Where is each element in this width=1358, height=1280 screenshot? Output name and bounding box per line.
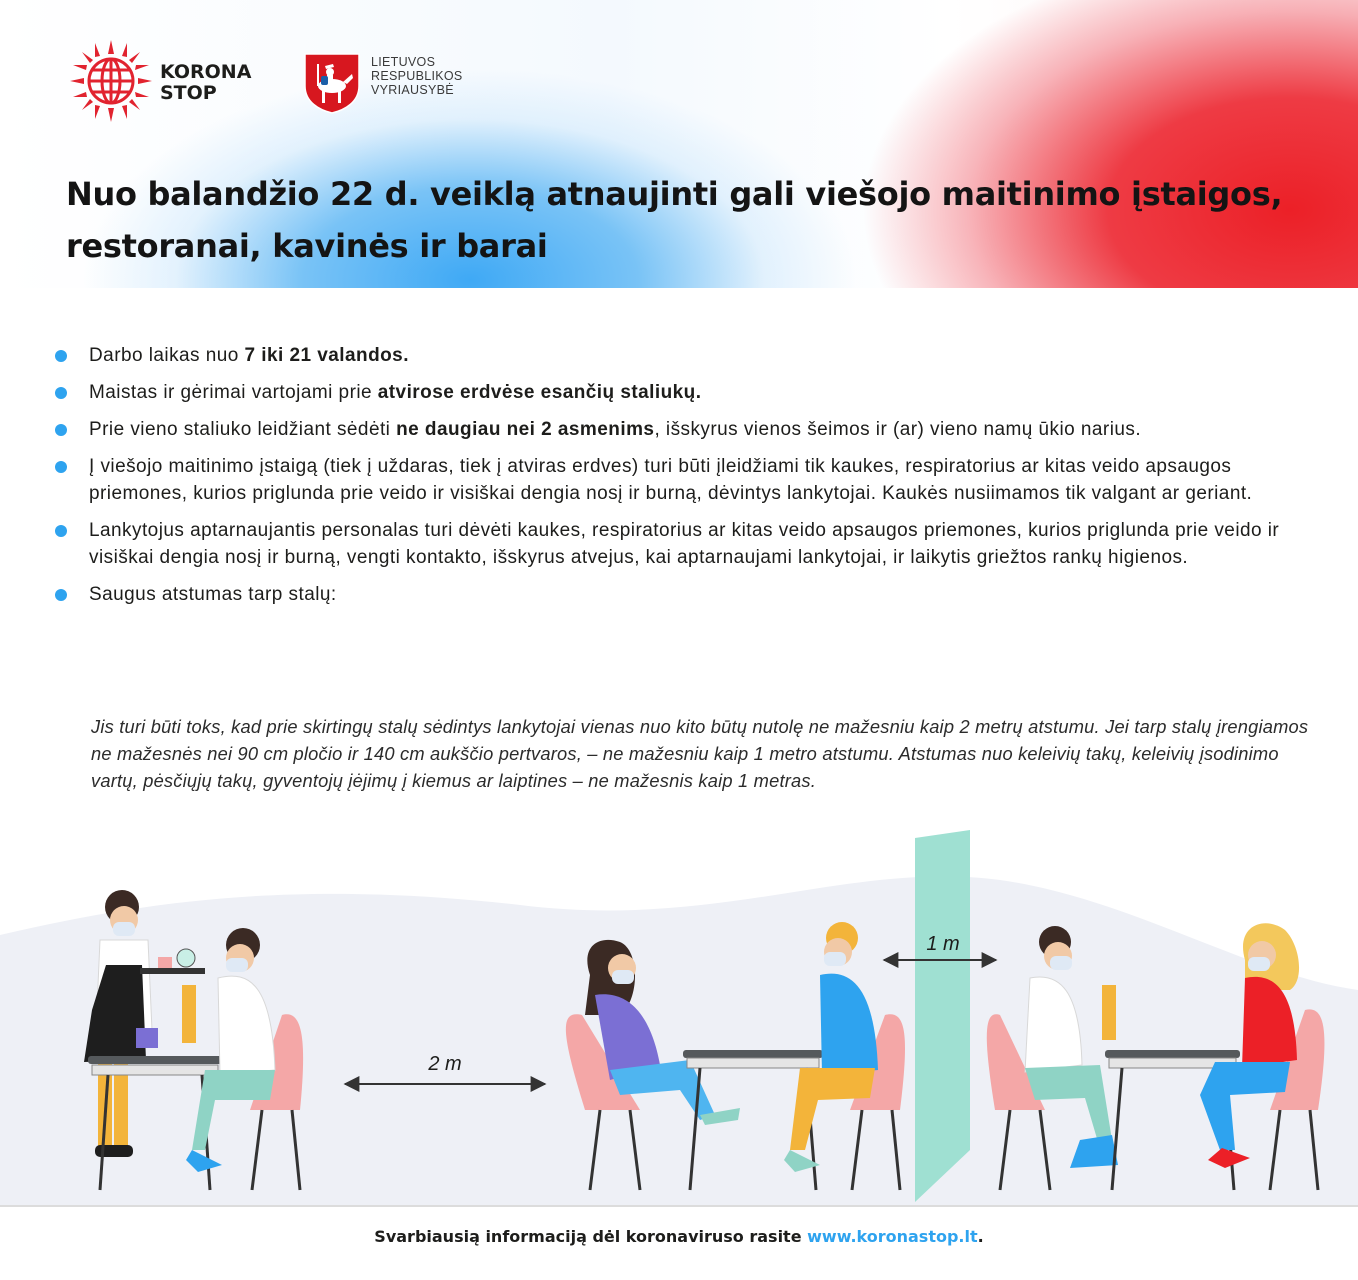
bullet-dot-icon xyxy=(55,461,67,473)
cafe-distancing-illustration xyxy=(0,826,1358,1206)
distance-label-2m: 2 m xyxy=(428,1053,462,1075)
bullet-dot-icon xyxy=(55,589,67,601)
gov-wordmark-line3: VYRIAUSYBĖ xyxy=(371,83,454,97)
rule-text: Saugus atstumas tarp stalų: xyxy=(89,584,337,605)
rule-text-continued: , išskyrus vienos šeimos ir (ar) vieno namų ūkio narius. xyxy=(654,419,1142,440)
partition-screen xyxy=(915,830,970,1202)
rule-item xyxy=(55,517,1305,571)
distance-note: Jis turi būti toks, kad prie skirtingų stalų sėdintys lankytojai vienas nuo kito būtų nutolę ne mažesniu kaip 2 metrų atstumu. Jei tarp stalų įrengiamos ne mažesnės nei 90 cm pločio ir 140 cm aukščio pertvaros, – ne mažesniu kaip 1 metro atstumu. Atstumas nuo keleivių takų, keleivių įsodinimo vartų, pėsčiųjų takų, gyventojų įėjimų į kiemus ar laiptines – ne mažesnis kaip 1 metras. xyxy=(91,716,1309,791)
bullet-dot-icon xyxy=(55,424,67,436)
rule-text: Prie vieno staliuko leidžiant sėdėti xyxy=(89,419,397,440)
rule-text: Darbo laikas nuo xyxy=(89,345,245,366)
rule-item xyxy=(55,379,1305,406)
gov-wordmark-line1: LIETUVOS xyxy=(371,55,436,69)
koronastop-website-link[interactable]: www.koronastop.lt xyxy=(807,1227,978,1246)
bullet-dot-icon xyxy=(55,350,67,362)
rule-text: Maistas ir gėrimai vartojami prie xyxy=(89,382,378,403)
virus-globe-icon xyxy=(70,40,152,122)
rule-item xyxy=(55,581,1305,608)
rule-emphasis: ne daugiau nei 2 asmenims xyxy=(396,419,655,440)
bullet-dot-icon xyxy=(55,525,67,537)
header-banner xyxy=(0,0,1358,288)
vytis-coat-of-arms-icon xyxy=(303,52,361,114)
footer-text xyxy=(0,1227,1358,1246)
rule-item xyxy=(55,416,1305,443)
bullet-dot-icon xyxy=(55,387,67,399)
rule-emphasis: 7 iki 21 valandos. xyxy=(244,345,409,366)
ground-wave xyxy=(0,876,1358,1205)
distance-label-1m: 1 m xyxy=(926,933,960,955)
footer-period: . xyxy=(977,1227,984,1246)
gov-wordmark-line2: RESPUBLIKOS xyxy=(371,69,463,83)
footer-label: Svarbiausią informaciją dėl koronaviruso rasite xyxy=(374,1227,808,1246)
rules-list xyxy=(55,342,1305,618)
korona-stop-wordmark xyxy=(160,62,280,104)
government-wordmark xyxy=(371,55,511,97)
korona-wordmark-line2: STOP xyxy=(160,82,217,104)
rule-text: Į viešojo maitinimo įstaigą (tiek į uždaras, tiek į atviras erdves) turi būti įleidžiami tik kaukes, respiratorius ar kitas veido apsaugos priemones, kurios priglunda prie veido ir visiškai dengia nosį ir burną, dėvintys lankytojai. Kaukės nusiimamos tik valgant ar geriant. xyxy=(89,456,1253,504)
rule-emphasis: atvirose erdvėse esančių staliukų. xyxy=(377,382,702,403)
rule-item xyxy=(55,453,1305,507)
page-title: Nuo balandžio 22 d. veiklą atnaujinti gali viešojo maitinimo įstaigos, restoranai, kavinės ir barai xyxy=(66,175,1283,265)
rule-text: Lankytojus aptarnaujantis personalas turi dėvėti kaukes, respiratorius ar kitas veido apsaugos priemones, kurios priglunda prie veido ir visiškai dengia nosį ir burną, vengti kontakto, išskyrus atvejus, kai aptarnaujami lankytojai, ir laikytis griežtos rankų higienos. xyxy=(89,520,1280,568)
korona-wordmark-line1: KORONA xyxy=(160,61,252,83)
footer-divider xyxy=(0,1205,1358,1207)
rule-item xyxy=(55,342,1305,369)
